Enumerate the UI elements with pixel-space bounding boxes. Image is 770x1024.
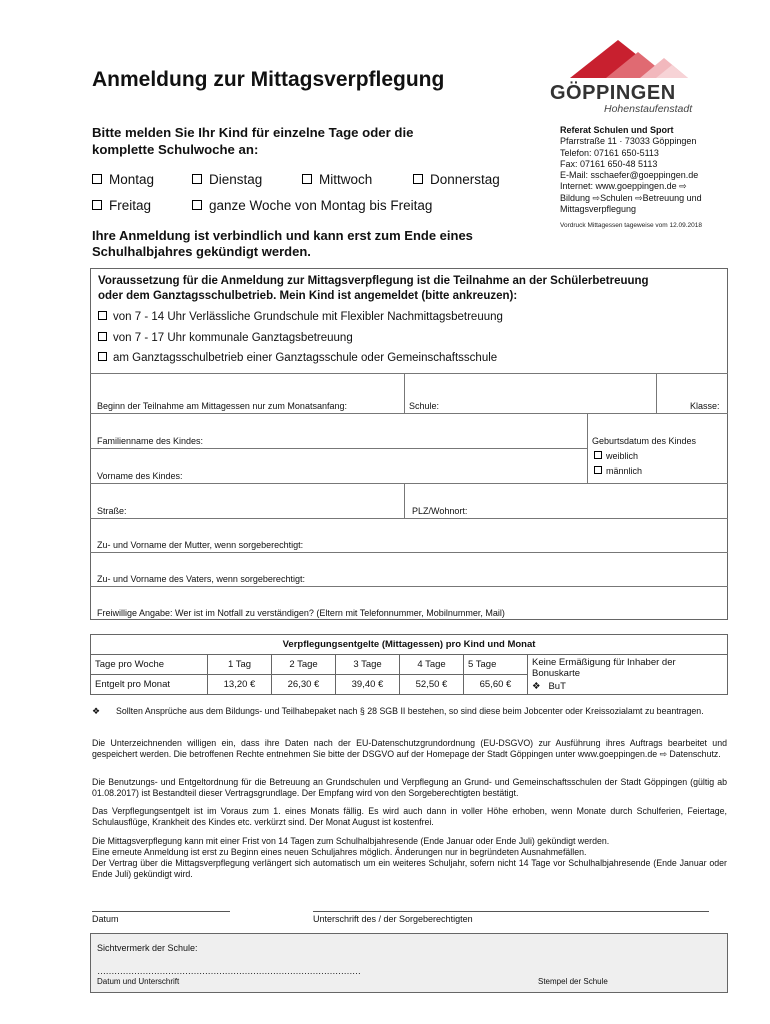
logo-name: GÖPPINGEN — [550, 82, 676, 104]
fee-day-cell: 5 Tage — [464, 655, 528, 675]
diamond-icon: ❖ — [532, 681, 541, 692]
checkbox-option-grundschule[interactable]: von 7 - 14 Uhr Verlässliche Grundschule mit Flexibler Nachmittagsbetreuung — [98, 311, 503, 323]
divider — [90, 413, 728, 414]
page-title: Anmeldung zur Mittagsverpflegung — [92, 68, 445, 91]
terms-paragraph: Die Benutzungs- und Entgeltordnung für die Betreuung an Grundschulen und Verpflegung an Grund- und Gemeinschaftsschulen der Stadt Göppingen (gültig ab 01.08.2017) ist Bestandteil dieser Vertragsgrundlage. Der Empfang wird von den Sorgeberechtigten bestätigt. — [92, 777, 727, 798]
field-zip-city[interactable]: PLZ/Wohnort: — [412, 506, 468, 516]
checkbox-mittwoch[interactable]: Mittwoch — [302, 172, 372, 187]
fee-row-label: Entgelt pro Monat — [91, 675, 208, 695]
fee-table-heading: Verpflegungsentgelte (Mittagessen) pro Kind und Monat — [91, 635, 728, 655]
form-version-note: Vordruck Mittagessen tageweise vom 12.09.2018 — [560, 222, 703, 229]
binding-notice: Ihre Anmeldung ist verbindlich und kann erst zum Ende eines Schulhalbjahres gekündigt werden. — [92, 228, 473, 259]
field-mother[interactable]: Zu- und Vorname der Mutter, wenn sorgeberechtigt: — [97, 540, 304, 550]
checkbox-dienstag[interactable]: Dienstag — [192, 172, 262, 187]
field-firstname[interactable]: Vorname des Kindes: — [97, 471, 183, 481]
signature-label: Unterschrift des / der Sorgeberechtigten — [313, 914, 473, 924]
checkbox-donnerstag[interactable]: Donnerstag — [413, 172, 500, 187]
school-box-label: Sichtvermerk der Schule: — [97, 943, 198, 953]
privacy-paragraph: Die Unterzeichnenden willigen ein, dass ihre Daten nach der EU-Datenschutzgrundordnung (EU-DSGVO) zur Ausführung ihres Auftrags bearbeitet und gespeichert werden. Die betroffenen Rechte entnehmen Sie bitte der DSGVO auf der Homepage der Stadt Göppingen unter www.goeppingen.de ⇨ Datenschutz. — [92, 738, 727, 759]
divider — [587, 413, 588, 483]
field-street[interactable]: Straße: — [97, 506, 127, 516]
checkbox-male[interactable]: männlich — [594, 466, 642, 476]
divider — [90, 373, 728, 374]
contact-block: Referat Schulen und Sport Pfarrstraße 11 · 73033 Göppingen Telefon: 07161 650-5113 Fax: 07161 650-48 5113 E-Mail: sschaefer@goeppingen.de Internet: www.goeppingen.de ⇨ Bildung ⇨Schulen ⇨Betreuung und Mittagsverpflegung — [560, 125, 702, 215]
fee-day-cell: 2 Tage — [272, 655, 336, 675]
school-box-dots: ………………………………………………………………………………… — [97, 966, 361, 976]
divider — [90, 586, 728, 587]
field-father[interactable]: Zu- und Vorname des Vaters, wenn sorgeberechtigt: — [97, 574, 305, 584]
table-row — [91, 635, 728, 655]
payment-paragraph: Das Verpflegungsentgelt ist im Voraus zum 1. eines Monats fällig. Es wird auch dann in voller Höhe erhoben, wenn Monate durch Schulferien, Feiertage, Schulausflüge, Krankheit des Kindes etc. verkürzt sind. Der Monat August ist kostenfrei. — [92, 806, 727, 827]
fee-row-label: Tage pro Woche — [91, 655, 208, 675]
checkbox-option-ganztagsschule[interactable]: am Ganztagsschulbetrieb einer Ganztagsschule oder Gemeinschaftsschule — [98, 352, 497, 364]
fee-day-cell: 1 Tag — [208, 655, 272, 675]
checkbox-option-ganztagsbetreuung[interactable]: von 7 - 17 Uhr kommunale Ganztagsbetreuung — [98, 332, 353, 344]
field-birthdate[interactable]: Geburtsdatum des Kindes — [592, 436, 697, 446]
bonus-note: Keine Ermäßigung für Inhaber der Bonuskarte ❖ BuT — [528, 655, 728, 695]
fee-day-cell: 3 Tage — [336, 655, 400, 675]
fee-price-cell: 26,30 € — [272, 675, 336, 695]
checkbox-montag[interactable]: Montag — [92, 172, 154, 187]
divider — [404, 483, 405, 518]
fee-table — [90, 634, 728, 695]
divider — [90, 448, 587, 449]
table-row — [91, 655, 728, 675]
city-logo-icon — [560, 38, 710, 82]
fee-day-cell: 4 Tage — [400, 655, 464, 675]
date-label: Datum — [92, 914, 119, 924]
checkbox-ganze-woche[interactable]: ganze Woche von Montag bis Freitag — [192, 198, 432, 213]
field-class[interactable]: Klasse: — [690, 401, 720, 411]
field-surname[interactable]: Familienname des Kindes: — [97, 436, 204, 446]
school-endorsement-box — [90, 933, 728, 993]
divider — [404, 373, 405, 413]
field-start-date[interactable]: Beginn der Teilnahme am Mittagessen nur zum Monatsanfang: — [97, 401, 347, 411]
school-stamp-label: Stempel der Schule — [538, 977, 608, 986]
checkbox-freitag[interactable]: Freitag — [92, 198, 151, 213]
checkbox-female[interactable]: weiblich — [594, 451, 638, 461]
field-school[interactable]: Schule: — [409, 401, 440, 411]
fee-price-cell: 39,40 € — [336, 675, 400, 695]
fee-price-cell: 52,50 € — [400, 675, 464, 695]
date-line[interactable] — [92, 911, 230, 912]
intro-text: Bitte melden Sie Ihr Kind für einzelne Tage oder die komplette Schulwoche an: — [92, 125, 414, 157]
fee-price-cell: 13,20 € — [208, 675, 272, 695]
condition-text: Voraussetzung für die Anmeldung zur Mittagsverpflegung ist die Teilnahme an der Schülerbetreuung oder dem Ganztagsschulbetrieb. Mein Kind ist angemeldet (bitte ankreuzen): — [98, 275, 649, 302]
school-date-sign-label: Datum und Unterschrift — [97, 977, 180, 986]
divider — [656, 373, 657, 413]
divider — [90, 552, 728, 553]
signature-line[interactable] — [313, 911, 709, 912]
but-paragraph: ❖ Sollten Ansprüche aus dem Bildungs- und Teilhabepaket nach § 28 SGB II bestehen, so sind diese beim Jobcenter oder Kreissozialamt zu beantragen. — [92, 706, 704, 716]
fee-price-cell: 65,60 € — [464, 675, 528, 695]
diamond-icon: ❖ — [92, 706, 100, 716]
divider — [90, 483, 728, 484]
divider — [90, 518, 728, 519]
logo-subtitle: Hohenstaufenstadt — [604, 103, 693, 115]
cancel-paragraph: Die Mittagsverpflegung kann mit einer Frist von 14 Tagen zum Schulhalbjahresende (Ende Januar oder Ende Juli) gekündigt werden. Eine erneute Anmeldung ist erst zu Beginn eines neuen Schuljahres möglich. Änderungen nur in begründeten Ausnahmefällen. Der Vertrag über die Mittagsverpflegung verlängert sich automatisch um ein weiteres Schuljahr, sofern nicht 14 Tage vor Schulhalbjahresende (Ende Januar oder Ende Juli) gekündigt wird. — [92, 836, 727, 879]
field-emergency[interactable]: Freiwillige Angabe: Wer ist im Notfall zu verständigen? (Eltern mit Telefonnummer, Mobilnummer, Mail) — [97, 608, 505, 618]
